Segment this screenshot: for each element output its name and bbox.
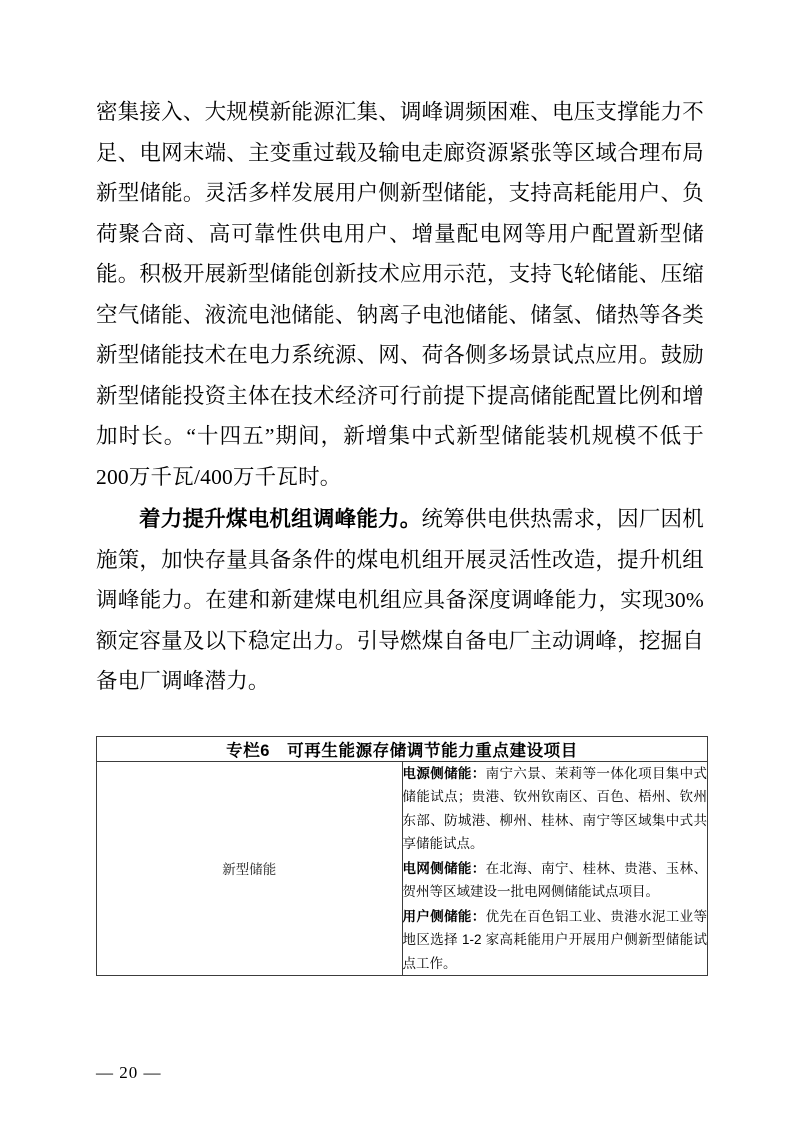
table-row-title: [97, 736, 708, 761]
list-item: [403, 857, 708, 904]
paragraph-2: [96, 499, 704, 702]
paragraph-2-lead: 着力提升煤电机组调峰能力。: [139, 507, 422, 531]
table-row: [97, 761, 708, 976]
document-body: [96, 92, 704, 702]
column-box: [96, 736, 708, 977]
list-item-lead: 电网侧储能：: [402, 860, 486, 876]
paragraph-2-rest: 统筹供电供热需求，因厂因机施策，加快存量具备条件的煤电机组开展灵活性改造，提升机组调峰能力。在建和新建煤电机组应具备深度调峰能力，实现30%额定容量及以下稳定出力。引导燃煤自备电厂主动调峰，挖掘自备电厂调峰潜力。: [96, 507, 704, 693]
list-item-text: 南宁六景、茉莉等一体化项目集中式储能试点；贵港、钦州钦南区、百色、梧州、钦州东部、防城港、柳州、桂林、南宁等区域集中式共享储能试点。: [402, 765, 708, 851]
list-item-lead: 用户侧储能：: [402, 908, 486, 924]
column-box-title: 专栏6 可再生能源存储调节能力重点建设项目: [97, 736, 708, 761]
paragraph-1: 密集接入、大规模新能源汇集、调峰调频困难、电压支撑能力不足、电网末端、主变重过载及输电走廊资源紧张等区域合理布局新型储能。灵活多样发展用户侧新型储能，支持高耗能用户、负荷聚合商、高可靠性供电用户、增量配电网等用户配置新型储能。积极开展新型储能创新技术应用示范，支持飞轮储能、压缩空气储能、液流电池储能、钠离子电池储能、储氢、储热等各类新型储能技术在电力系统源、网、荷各侧多场景试点应用。鼓励新型储能投资主体在技术经济可行前提下提高储能配置比例和增加时长。“十四五”期间，新增集中式新型储能装机规模不低于200万千瓦/400万千瓦时。: [96, 100, 704, 489]
page-number: — 20 —: [96, 1063, 162, 1082]
list-item-text: 优先在百色铝工业、贵港水泥工业等地区选择 1-2 家高耗能用户开展用户侧新型储能试点工作。: [402, 908, 708, 971]
row-content-new-energy-storage: [402, 761, 708, 976]
list-item: [403, 762, 708, 856]
list-item-text: 在北海、南宁、桂林、贵港、玉林、贺州等区域建设一批电网侧储能试点项目。: [402, 860, 708, 899]
list-item: [403, 905, 708, 976]
column-box-table: [96, 736, 708, 977]
row-label-new-energy-storage: 新型储能: [97, 761, 403, 976]
list-item-lead: 电源侧储能：: [402, 765, 486, 781]
